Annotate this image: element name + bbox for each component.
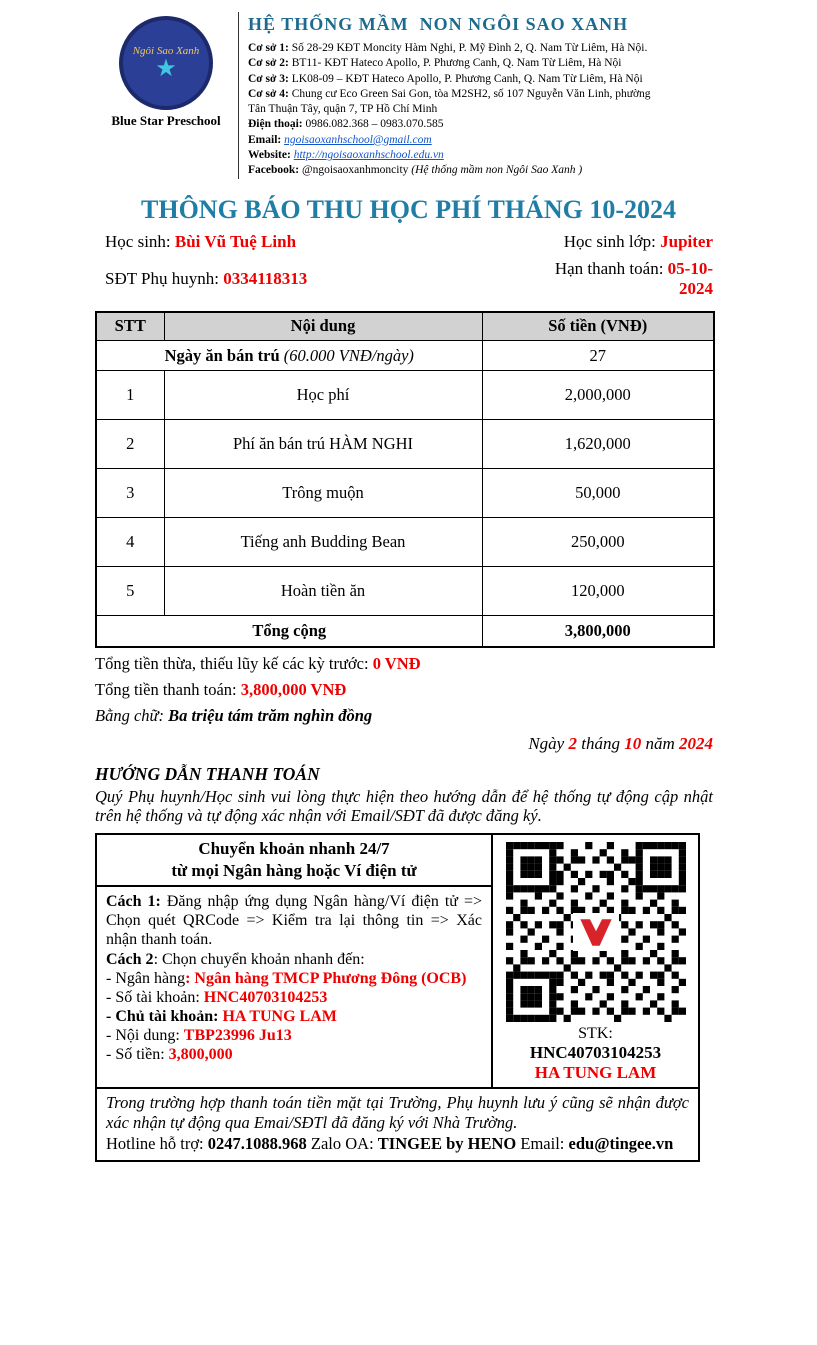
campus-3-text: LK08-09 – KĐT Hateco Apollo, P. Phương Canh, Q. Nam Từ Liêm, Hà Nội	[291, 72, 643, 85]
issue-date	[95, 734, 713, 754]
stk-label: STK:	[578, 1025, 613, 1043]
website-label: Website:	[248, 148, 291, 161]
phone-numbers: 0986.082.368 – 0983.070.585	[305, 118, 444, 131]
payment-guide-title: HƯỚNG DẪN THANH TOÁN	[95, 763, 320, 784]
row-stt: 2	[96, 420, 164, 469]
parent-phone-cell	[105, 269, 307, 289]
campus-2-label: Cơ sở 2:	[248, 57, 289, 70]
student-class-label: Học sinh lớp:	[563, 231, 656, 251]
cash-note: Trong trường hợp thanh toán tiền mặt tại Trường, Phụ huynh lưu ý cũng sẽ nhận được xác nhận tự động qua Emai/SĐTl đã đăng ký với Nhà Trường.	[106, 1093, 689, 1132]
logo-caption: Blue Star Preschool	[111, 113, 221, 128]
summary-total-label: Tổng tiền thanh toán:	[95, 679, 237, 699]
amount-value: 3,800,000	[168, 1046, 233, 1064]
facebook-line	[248, 163, 657, 178]
amount-in-words-label: Bằng chữ:	[95, 705, 165, 725]
summary-carryover-value: 0 VNĐ	[372, 653, 421, 673]
payment-box	[95, 833, 700, 1089]
student-contact-row	[105, 259, 713, 299]
vietqr-v-logo-icon	[573, 913, 619, 951]
summary-total	[95, 680, 713, 700]
holder-line	[106, 1007, 482, 1026]
school-header	[100, 12, 657, 179]
method-2-label: Cách 2	[106, 950, 154, 968]
campus-3-label: Cơ sở 3:	[248, 72, 289, 85]
table-row	[96, 420, 714, 469]
phone-label: Điện thoại:	[248, 118, 303, 131]
amount-label: - Số tiền:	[106, 1046, 165, 1064]
campus-2-text: BT11- KĐT Hateco Apollo, P. Phương Canh, Q. Nam Từ Liêm, Hà Nội	[291, 57, 622, 70]
holder-label: - Chủ tài khoản:	[106, 1008, 219, 1026]
student-name-label: Học sinh:	[105, 231, 171, 251]
student-class-cell	[564, 232, 713, 252]
holder-value: HA TUNG LAM	[222, 1008, 337, 1026]
payment-guide-text: Quý Phụ huynh/Học sinh vui lòng thực hiện theo hướng dẫn để hệ thống tự động cập nhật trên hệ thống và tự động xác nhận với Email/SĐT đã được đăng ký.	[95, 786, 713, 825]
payment-box-title-line1: Chuyển khoản nhanh 24/7	[198, 839, 390, 859]
star-icon: ★	[155, 56, 177, 83]
campus-line-4	[248, 87, 657, 118]
school-info-block	[238, 12, 657, 179]
method-2-text: : Chọn chuyển khoản nhanh đến:	[153, 950, 365, 968]
payment-box-title-line2: từ mọi Ngân hàng hoặc Ví điện tử	[171, 860, 417, 880]
table-row	[96, 567, 714, 616]
email-link[interactable]: ngoisaoxanhschool@gmail.com	[284, 133, 432, 146]
summary-carryover	[95, 654, 713, 674]
student-class-value: Jupiter	[660, 231, 713, 251]
bank-line	[106, 969, 482, 988]
meal-days-row	[96, 341, 714, 371]
due-date-value: 05-10-2024	[667, 258, 713, 298]
table-row	[96, 371, 714, 420]
payment-instructions	[97, 835, 493, 1087]
parent-phone-label: SĐT Phụ huynh:	[105, 268, 219, 288]
date-prefix: Ngày	[528, 733, 565, 753]
table-row	[96, 518, 714, 567]
bank-label: - Ngân hàng	[106, 969, 186, 987]
row-content: Tiếng anh Budding Bean	[164, 518, 482, 567]
cash-note-box	[95, 1087, 700, 1162]
memo-label: - Nội dung:	[106, 1027, 180, 1045]
header-content: Nội dung	[164, 312, 482, 341]
facebook-label: Facebook:	[248, 164, 300, 177]
email-label: Email:	[248, 133, 282, 146]
student-name-value: Bùi Vũ Tuệ Linh	[174, 231, 297, 251]
campus-line-1	[248, 41, 657, 56]
row-content: Hoàn tiền ăn	[164, 567, 482, 616]
hotline-number: 0247.1088.968	[207, 1134, 307, 1154]
qr-panel	[493, 835, 698, 1087]
meal-days-value: 27	[482, 341, 714, 371]
amount-in-words-value: Ba triệu tám trăm nghìn đồng	[168, 705, 373, 725]
stk-number: HNC40703104253	[529, 1043, 662, 1063]
row-content: Phí ăn bán trú HÀM NGHI	[164, 420, 482, 469]
due-date-label: Hạn thanh toán:	[554, 258, 664, 278]
meal-days-cell	[96, 341, 482, 371]
date-mid1: tháng	[581, 733, 620, 753]
row-stt: 3	[96, 469, 164, 518]
account-value: HNC40703104253	[203, 988, 328, 1006]
header-amount: Số tiền (VNĐ)	[482, 312, 714, 341]
fee-table	[95, 311, 715, 648]
row-stt: 5	[96, 567, 164, 616]
campus-1-label: Cơ sở 1:	[248, 42, 289, 54]
meal-days-note: (60.000 VNĐ/ngày)	[283, 345, 414, 365]
school-name: HỆ THỐNG MẦM NON NGÔI SAO XANH	[248, 14, 629, 34]
fee-table-header-row	[96, 312, 714, 341]
header-stt: STT	[96, 312, 164, 341]
qr-code	[506, 842, 686, 1022]
meal-days-label: Ngày ăn bán trú	[164, 345, 280, 365]
student-name-cell	[105, 232, 296, 252]
website-line	[248, 148, 657, 163]
zalo-label: Zalo OA:	[310, 1134, 374, 1154]
account-label: - Số tài khoản:	[106, 988, 200, 1006]
website-link[interactable]: http://ngoisaoxanhschool.edu.vn	[293, 148, 444, 161]
page-title: THÔNG BÁO THU HỌC PHÍ THÁNG 10-2024	[141, 194, 676, 224]
total-amount: 3,800,000	[482, 616, 714, 647]
row-stt: 4	[96, 518, 164, 567]
row-stt: 1	[96, 371, 164, 420]
summary-carryover-label: Tổng tiền thừa, thiếu lũy kế các kỳ trước:	[95, 653, 369, 673]
row-amount: 1,620,000	[482, 420, 714, 469]
memo-line	[106, 1026, 482, 1045]
zalo-value: TINGEE by HENO	[377, 1134, 517, 1154]
phone-line	[248, 117, 657, 132]
row-content: Trông muộn	[164, 469, 482, 518]
hotline-line	[106, 1134, 689, 1154]
facebook-note: (Hệ thống mầm non Ngôi Sao Xanh )	[411, 164, 583, 177]
support-email-label: Email:	[520, 1134, 565, 1154]
email-line	[248, 133, 657, 148]
table-row	[96, 469, 714, 518]
bank-value: : Ngân hàng TMCP Phương Đông (OCB)	[185, 969, 467, 987]
campus-4-label: Cơ sở 4:	[248, 87, 289, 100]
row-amount: 2,000,000	[482, 371, 714, 420]
amount-line	[106, 1045, 482, 1064]
payment-box-title	[97, 835, 491, 887]
student-name-row	[105, 232, 713, 252]
method-1-text: Đăng nhập ứng dụng Ngân hàng/Ví điện tử => Chọn quét QRCode => Kiểm tra lại thông tin => Xác nhận thanh toán.	[106, 892, 482, 949]
method-1-label: Cách 1:	[106, 892, 161, 910]
logo-script-text: Ngôi Sao Xanh	[132, 44, 200, 57]
school-logo-circle	[119, 16, 213, 110]
row-content: Học phí	[164, 371, 482, 420]
amount-in-words	[95, 706, 713, 726]
total-label: Tổng cộng	[96, 616, 482, 647]
method-1	[106, 892, 482, 950]
parent-phone-value: 0334118313	[223, 268, 308, 288]
payment-box-body	[97, 887, 491, 1071]
due-date-cell	[523, 259, 713, 299]
date-year: 2024	[679, 733, 713, 753]
memo-value: TBP23996 Ju13	[183, 1027, 292, 1045]
campus-1-text: Số 28-29 KĐT Moncity Hàm Nghi, P. Mỹ Đình 2, Q. Nam Từ Liêm, Hà Nội.	[291, 42, 648, 54]
row-amount: 50,000	[482, 469, 714, 518]
total-row	[96, 616, 714, 647]
stk-holder: HA TUNG LAM	[534, 1063, 657, 1083]
facebook-handle: @ngoisaoxanhmoncity	[301, 164, 409, 177]
support-email-value: edu@tingee.vn	[568, 1134, 674, 1154]
date-day: 2	[568, 733, 577, 753]
campus-4-text: Chung cư Eco Green Sai Gon, tòa M2SH2, số 107 Nguyễn Văn Linh, phường Tân Thuận Tây, quận 7, TP Hồ Chí Minh	[248, 87, 651, 116]
summary-total-value: 3,800,000 VNĐ	[240, 679, 347, 699]
account-line	[106, 988, 482, 1007]
school-logo	[100, 12, 232, 179]
method-2	[106, 950, 482, 969]
row-amount: 250,000	[482, 518, 714, 567]
date-month: 10	[624, 733, 642, 753]
date-mid2: năm	[645, 733, 675, 753]
hotline-label: Hotline hỗ trợ:	[106, 1134, 204, 1154]
campus-line-3	[248, 72, 657, 87]
row-amount: 120,000	[482, 567, 714, 616]
campus-line-2	[248, 56, 657, 71]
